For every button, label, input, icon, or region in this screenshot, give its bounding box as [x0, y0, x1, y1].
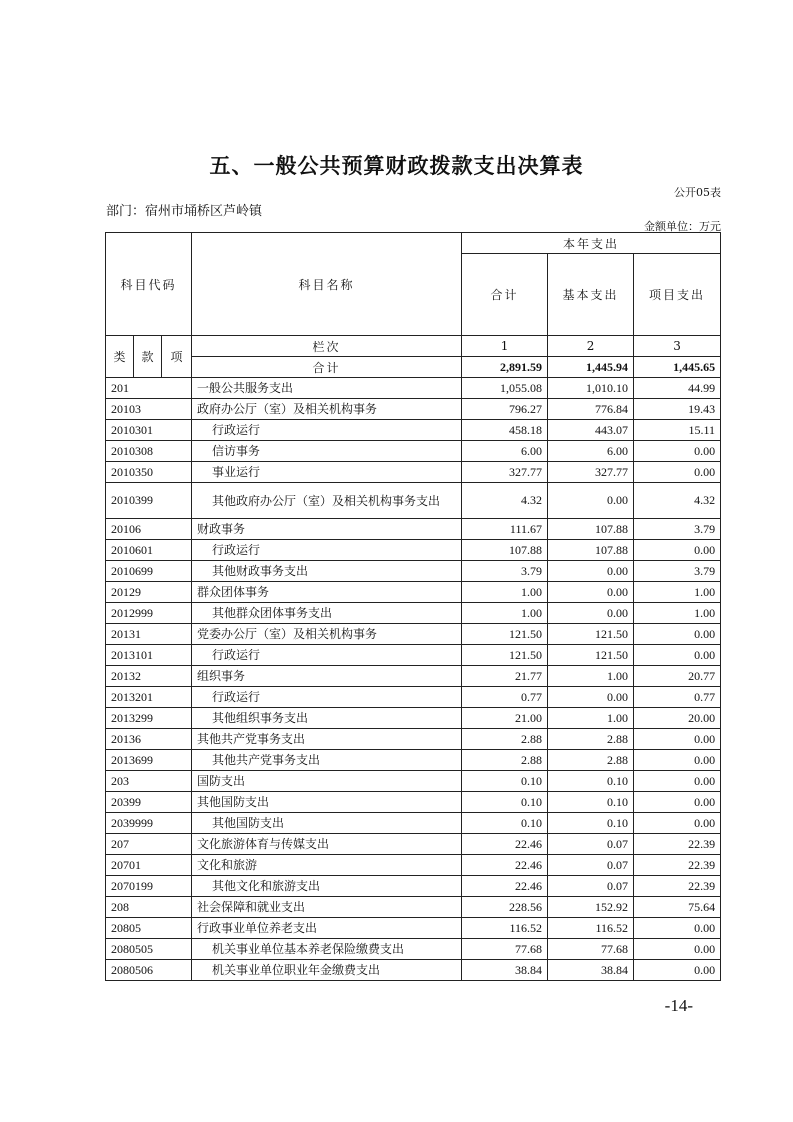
- header-xiang: 项: [162, 336, 192, 378]
- subject-code: 20805: [106, 918, 192, 939]
- basic-amount: 6.00: [548, 441, 634, 462]
- total-amount: 0.10: [462, 771, 548, 792]
- basic-amount: 2.88: [548, 750, 634, 771]
- page-title: 五、一般公共预算财政拨款支出决算表: [209, 154, 584, 178]
- subject-code: 20136: [106, 729, 192, 750]
- col-index-2: 2: [548, 336, 634, 357]
- table-row: [106, 897, 721, 918]
- project-amount: 0.00: [634, 624, 721, 645]
- subject-name: 行政运行: [192, 420, 462, 441]
- subject-code: 20701: [106, 855, 192, 876]
- total-amount: 38.84: [462, 960, 548, 981]
- grand-total-total: 2,891.59: [462, 357, 548, 378]
- subject-name: 群众团体事务: [192, 582, 462, 603]
- subject-code: 208: [106, 897, 192, 918]
- table-row: [106, 855, 721, 876]
- total-amount: 4.32: [462, 483, 548, 519]
- subject-name: 事业运行: [192, 462, 462, 483]
- project-amount: 22.39: [634, 834, 721, 855]
- basic-amount: 121.50: [548, 624, 634, 645]
- table-row: [106, 729, 721, 750]
- basic-amount: 1.00: [548, 708, 634, 729]
- subject-code: 2010301: [106, 420, 192, 441]
- basic-amount: 0.00: [548, 687, 634, 708]
- total-amount: 1.00: [462, 582, 548, 603]
- total-amount: 22.46: [462, 834, 548, 855]
- subject-name: 行政事业单位养老支出: [192, 918, 462, 939]
- total-amount: 121.50: [462, 624, 548, 645]
- table-row: [106, 540, 721, 561]
- subject-name: 其他文化和旅游支出: [192, 876, 462, 897]
- project-amount: 0.00: [634, 462, 721, 483]
- basic-amount: 327.77: [548, 462, 634, 483]
- project-amount: 0.00: [634, 918, 721, 939]
- table-row: [106, 687, 721, 708]
- total-amount: 111.67: [462, 519, 548, 540]
- table-row: [106, 876, 721, 897]
- subject-name: 其他群众团体事务支出: [192, 603, 462, 624]
- total-amount: 77.68: [462, 939, 548, 960]
- subject-name: 其他财政事务支出: [192, 561, 462, 582]
- subject-name: 机关事业单位基本养老保险缴费支出: [192, 939, 462, 960]
- total-amount: 6.00: [462, 441, 548, 462]
- subject-name: 其他共产党事务支出: [192, 750, 462, 771]
- subject-code: 2039999: [106, 813, 192, 834]
- project-amount: 0.00: [634, 792, 721, 813]
- subject-name: 社会保障和就业支出: [192, 897, 462, 918]
- table-row: [106, 960, 721, 981]
- subject-code: 2010601: [106, 540, 192, 561]
- subject-code: 2013101: [106, 645, 192, 666]
- basic-amount: 0.10: [548, 771, 634, 792]
- table-row: [106, 462, 721, 483]
- total-amount: 2.88: [462, 729, 548, 750]
- project-amount: 0.00: [634, 813, 721, 834]
- subject-code: 2013201: [106, 687, 192, 708]
- table-row: [106, 420, 721, 441]
- project-amount: 0.00: [634, 750, 721, 771]
- project-amount: 0.00: [634, 441, 721, 462]
- total-amount: 21.77: [462, 666, 548, 687]
- total-amount: 1,055.08: [462, 378, 548, 399]
- subject-code: 20399: [106, 792, 192, 813]
- basic-amount: 0.00: [548, 483, 634, 519]
- table-row: [106, 603, 721, 624]
- subject-name: 组织事务: [192, 666, 462, 687]
- total-amount: 796.27: [462, 399, 548, 420]
- basic-amount: 121.50: [548, 645, 634, 666]
- subject-code: 2010399: [106, 483, 192, 519]
- subject-code: 2010350: [106, 462, 192, 483]
- table-row: [106, 750, 721, 771]
- subject-code: 20132: [106, 666, 192, 687]
- subject-code: 203: [106, 771, 192, 792]
- table-row: [106, 834, 721, 855]
- basic-amount: 776.84: [548, 399, 634, 420]
- basic-amount: 0.00: [548, 603, 634, 624]
- table-row: [106, 519, 721, 540]
- total-amount: 107.88: [462, 540, 548, 561]
- subject-code: 2080505: [106, 939, 192, 960]
- project-amount: 0.77: [634, 687, 721, 708]
- subject-name: 国防支出: [192, 771, 462, 792]
- basic-amount: 107.88: [548, 540, 634, 561]
- basic-amount: 0.00: [548, 561, 634, 582]
- subject-name: 信访事务: [192, 441, 462, 462]
- subject-code: 201: [106, 378, 192, 399]
- basic-amount: 0.10: [548, 792, 634, 813]
- subject-code: 2080506: [106, 960, 192, 981]
- basic-amount: 107.88: [548, 519, 634, 540]
- table-row: [106, 771, 721, 792]
- basic-amount: 152.92: [548, 897, 634, 918]
- subject-name: 其他政府办公厅（室）及相关机构事务支出: [192, 483, 462, 519]
- col-index-1: 1: [462, 336, 548, 357]
- subject-code: 20103: [106, 399, 192, 420]
- table-row: [106, 582, 721, 603]
- subject-code: 2012999: [106, 603, 192, 624]
- subject-name: 其他共产党事务支出: [192, 729, 462, 750]
- amount-unit: 金额单位：万元: [644, 220, 721, 233]
- subject-name: 其他组织事务支出: [192, 708, 462, 729]
- basic-amount: 0.07: [548, 876, 634, 897]
- basic-amount: 2.88: [548, 729, 634, 750]
- table-row: [106, 399, 721, 420]
- basic-amount: 1.00: [548, 666, 634, 687]
- subject-code: 2010699: [106, 561, 192, 582]
- project-amount: 75.64: [634, 897, 721, 918]
- project-amount: 15.11: [634, 420, 721, 441]
- subject-code: 207: [106, 834, 192, 855]
- total-amount: 121.50: [462, 645, 548, 666]
- basic-amount: 0.10: [548, 813, 634, 834]
- project-amount: 4.32: [634, 483, 721, 519]
- project-amount: 22.39: [634, 855, 721, 876]
- basic-amount: 0.07: [548, 855, 634, 876]
- form-number: 公开05表: [674, 186, 721, 199]
- project-amount: 0.00: [634, 939, 721, 960]
- basic-amount: 1,010.10: [548, 378, 634, 399]
- grand-total-label: 合计: [192, 357, 462, 378]
- table-row: [106, 561, 721, 582]
- table-row: [106, 918, 721, 939]
- subject-name: 其他国防支出: [192, 792, 462, 813]
- total-amount: 2.88: [462, 750, 548, 771]
- subject-name: 财政事务: [192, 519, 462, 540]
- col-index-3: 3: [634, 336, 721, 357]
- project-amount: 3.79: [634, 561, 721, 582]
- total-amount: 0.10: [462, 813, 548, 834]
- table-row: [106, 645, 721, 666]
- subject-code: 2013699: [106, 750, 192, 771]
- table-row: [106, 378, 721, 399]
- table-row: [106, 792, 721, 813]
- subject-code: 20129: [106, 582, 192, 603]
- expenditure-table: [105, 232, 721, 981]
- project-amount: 19.43: [634, 399, 721, 420]
- subject-name: 行政运行: [192, 687, 462, 708]
- total-amount: 327.77: [462, 462, 548, 483]
- table-row: [106, 624, 721, 645]
- subject-name: 文化旅游体育与传媒支出: [192, 834, 462, 855]
- total-amount: 458.18: [462, 420, 548, 441]
- header-kuan: 款: [134, 336, 162, 378]
- subject-name: 其他国防支出: [192, 813, 462, 834]
- project-amount: 0.00: [634, 771, 721, 792]
- project-amount: 20.00: [634, 708, 721, 729]
- page-number: -14-: [664, 996, 693, 1015]
- project-amount: 1.00: [634, 582, 721, 603]
- project-amount: 0.00: [634, 540, 721, 561]
- table-row: [106, 666, 721, 687]
- header-current-year: 本年支出: [462, 233, 721, 254]
- basic-amount: 77.68: [548, 939, 634, 960]
- total-amount: 0.77: [462, 687, 548, 708]
- header-subject-code: 科目代码: [106, 233, 192, 336]
- header-subject-name: 科目名称: [192, 233, 462, 336]
- total-amount: 228.56: [462, 897, 548, 918]
- subject-code: 20106: [106, 519, 192, 540]
- header-lei: 类: [106, 336, 134, 378]
- basic-amount: 116.52: [548, 918, 634, 939]
- table-row: [106, 441, 721, 462]
- total-amount: 21.00: [462, 708, 548, 729]
- project-amount: 22.39: [634, 876, 721, 897]
- total-amount: 22.46: [462, 855, 548, 876]
- subject-name: 行政运行: [192, 540, 462, 561]
- basic-amount: 38.84: [548, 960, 634, 981]
- subject-name: 政府办公厅（室）及相关机构事务: [192, 399, 462, 420]
- subject-name: 一般公共服务支出: [192, 378, 462, 399]
- subject-name: 党委办公厅（室）及相关机构事务: [192, 624, 462, 645]
- grand-total-project: 1,445.65: [634, 357, 721, 378]
- project-amount: 0.00: [634, 645, 721, 666]
- table-row: [106, 708, 721, 729]
- header-total: 合计: [462, 254, 548, 336]
- project-amount: 0.00: [634, 729, 721, 750]
- grand-total-basic: 1,445.94: [548, 357, 634, 378]
- total-amount: 0.10: [462, 792, 548, 813]
- total-amount: 1.00: [462, 603, 548, 624]
- basic-amount: 0.07: [548, 834, 634, 855]
- total-amount: 22.46: [462, 876, 548, 897]
- header-basic: 基本支出: [548, 254, 634, 336]
- subject-code: 2010308: [106, 441, 192, 462]
- subject-name: 文化和旅游: [192, 855, 462, 876]
- subject-code: 2070199: [106, 876, 192, 897]
- header-column-index: 栏次: [192, 336, 462, 357]
- project-amount: 0.00: [634, 960, 721, 981]
- subject-name: 机关事业单位职业年金缴费支出: [192, 960, 462, 981]
- project-amount: 44.99: [634, 378, 721, 399]
- department-label: 部门：宿州市埇桥区芦岭镇: [106, 204, 263, 219]
- basic-amount: 443.07: [548, 420, 634, 441]
- table-row: [106, 483, 721, 519]
- project-amount: 3.79: [634, 519, 721, 540]
- header-project: 项目支出: [634, 254, 721, 336]
- subject-name: 行政运行: [192, 645, 462, 666]
- table-row: [106, 813, 721, 834]
- table-row: [106, 939, 721, 960]
- subject-code: 2013299: [106, 708, 192, 729]
- project-amount: 20.77: [634, 666, 721, 687]
- total-amount: 3.79: [462, 561, 548, 582]
- basic-amount: 0.00: [548, 582, 634, 603]
- total-amount: 116.52: [462, 918, 548, 939]
- subject-code: 20131: [106, 624, 192, 645]
- project-amount: 1.00: [634, 603, 721, 624]
